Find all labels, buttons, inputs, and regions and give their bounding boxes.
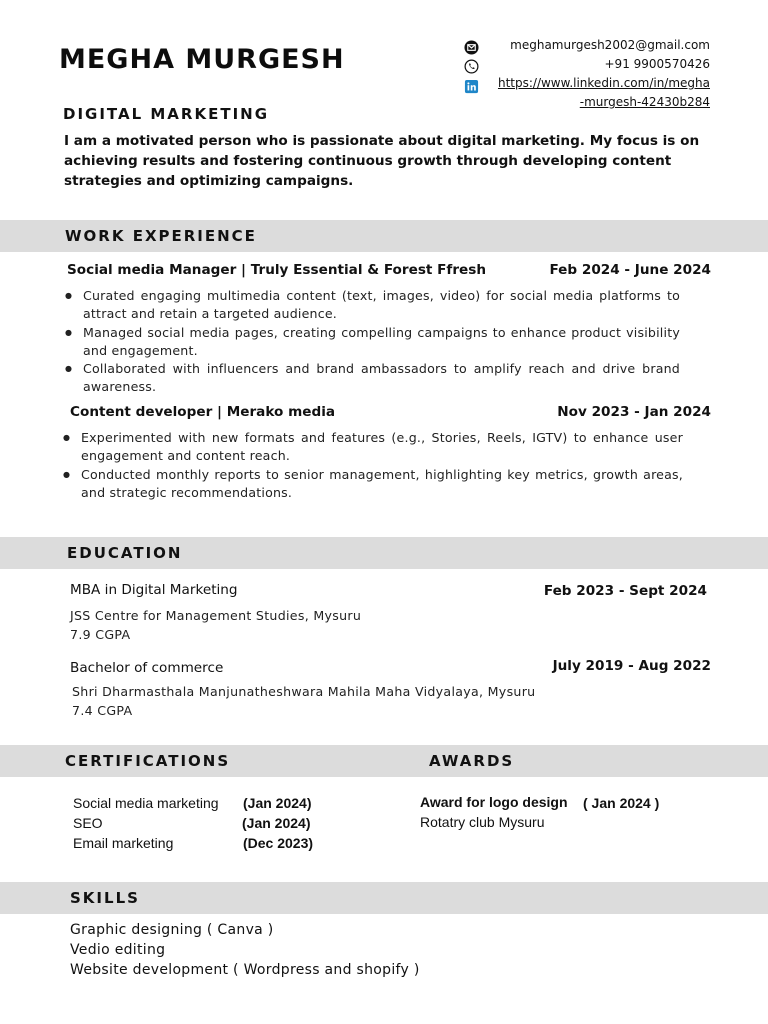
- list-item: ● Curated engaging multimedia content (text, images, video) for social media platforms to attract and retain a targeted audience.: [65, 287, 680, 324]
- job-bullets: [65, 287, 680, 397]
- list-item: ● Experimented with new formats and features (e.g., Stories, Reels, IGTV) to enhance user engagement and content reach.: [63, 429, 683, 466]
- award-issuer: Rotatry club Mysuru: [420, 814, 545, 830]
- summary: I am a motivated person who is passionate about digital marketing. My focus is on achieving results and fostering continuous growth through developing content strategies and optimizing campaigns.: [64, 133, 700, 189]
- list-item: ● Managed social media pages, creating compelling campaigns to enhance product visibility and engagement.: [65, 324, 680, 361]
- certification-name: SEO: [73, 815, 103, 831]
- certification-date: (Dec 2023): [243, 835, 314, 851]
- phone-icon: [464, 59, 479, 74]
- job-bullets: [63, 429, 683, 502]
- work-experience-band: [0, 220, 768, 252]
- certification-name: Email marketing: [73, 835, 174, 851]
- job-title: Content developer | Merako media: [70, 404, 336, 420]
- degree-title: Bachelor of commerce: [70, 660, 224, 676]
- section-title-education: EDUCATION: [67, 544, 183, 562]
- job-date: Feb 2024 - June 2024: [549, 262, 711, 278]
- award-title: Award for logo design: [420, 794, 568, 810]
- list-item: ● Collaborated with influencers and brand ambassadors to amplify reach and drive brand awareness.: [65, 360, 680, 397]
- award-date: ( Jan 2024 ): [583, 795, 660, 811]
- section-title-work-experience: WORK EXPERIENCE: [65, 227, 257, 245]
- section-title-skills: SKILLS: [70, 889, 140, 907]
- job-date: Nov 2023 - Jan 2024: [557, 404, 711, 420]
- certification-date: (Jan 2024): [242, 815, 311, 831]
- candidate-name: MEGHA MURGESH: [59, 44, 345, 75]
- degree-date: Feb 2023 - Sept 2024: [543, 583, 707, 599]
- email-address[interactable]: meghamurgesh2002@gmail.com: [510, 38, 710, 52]
- grade: 7.9 CGPA: [70, 627, 131, 642]
- education-band: [0, 537, 768, 569]
- skill-item: Website development ( Wordpress and shopify ): [70, 962, 420, 978]
- skill-item: Vedio editing: [70, 942, 166, 958]
- degree-date: July 2019 - Aug 2022: [552, 658, 711, 674]
- phone-number[interactable]: +91 9900570426: [604, 57, 710, 71]
- degree-title: MBA in Digital Marketing: [70, 582, 238, 598]
- job-title: Social media Manager | Truly Essential & Forest Ffresh: [67, 262, 487, 278]
- certification-date: (Jan 2024): [243, 795, 312, 811]
- headline: DIGITAL MARKETING: [63, 105, 270, 123]
- list-item: ● Conducted monthly reports to senior management, highlighting key metrics, growth areas, and strategic recommendations.: [63, 466, 683, 503]
- linkedin-link-line1[interactable]: https://www.linkedin.com/in/megha: [497, 76, 710, 90]
- linkedin-link-line2[interactable]: -murgesh-42430b284: [579, 95, 710, 109]
- skill-item: Graphic designing ( Canva ): [70, 922, 274, 938]
- institution: JSS Centre for Management Studies, Mysuru: [70, 608, 362, 623]
- section-title-certifications: CERTIFICATIONS: [65, 752, 231, 770]
- institution: Shri Dharmasthala Manjunatheshwara Mahila Maha Vidyalaya, Mysuru: [72, 684, 536, 699]
- section-title-awards: AWARDS: [429, 752, 515, 770]
- email-icon: [464, 40, 479, 55]
- certifications-awards-band: [0, 745, 768, 777]
- grade: 7.4 CGPA: [72, 703, 133, 718]
- linkedin-icon: [464, 79, 479, 94]
- certification-name: Social media marketing: [73, 795, 219, 811]
- skills-band: [0, 882, 768, 914]
